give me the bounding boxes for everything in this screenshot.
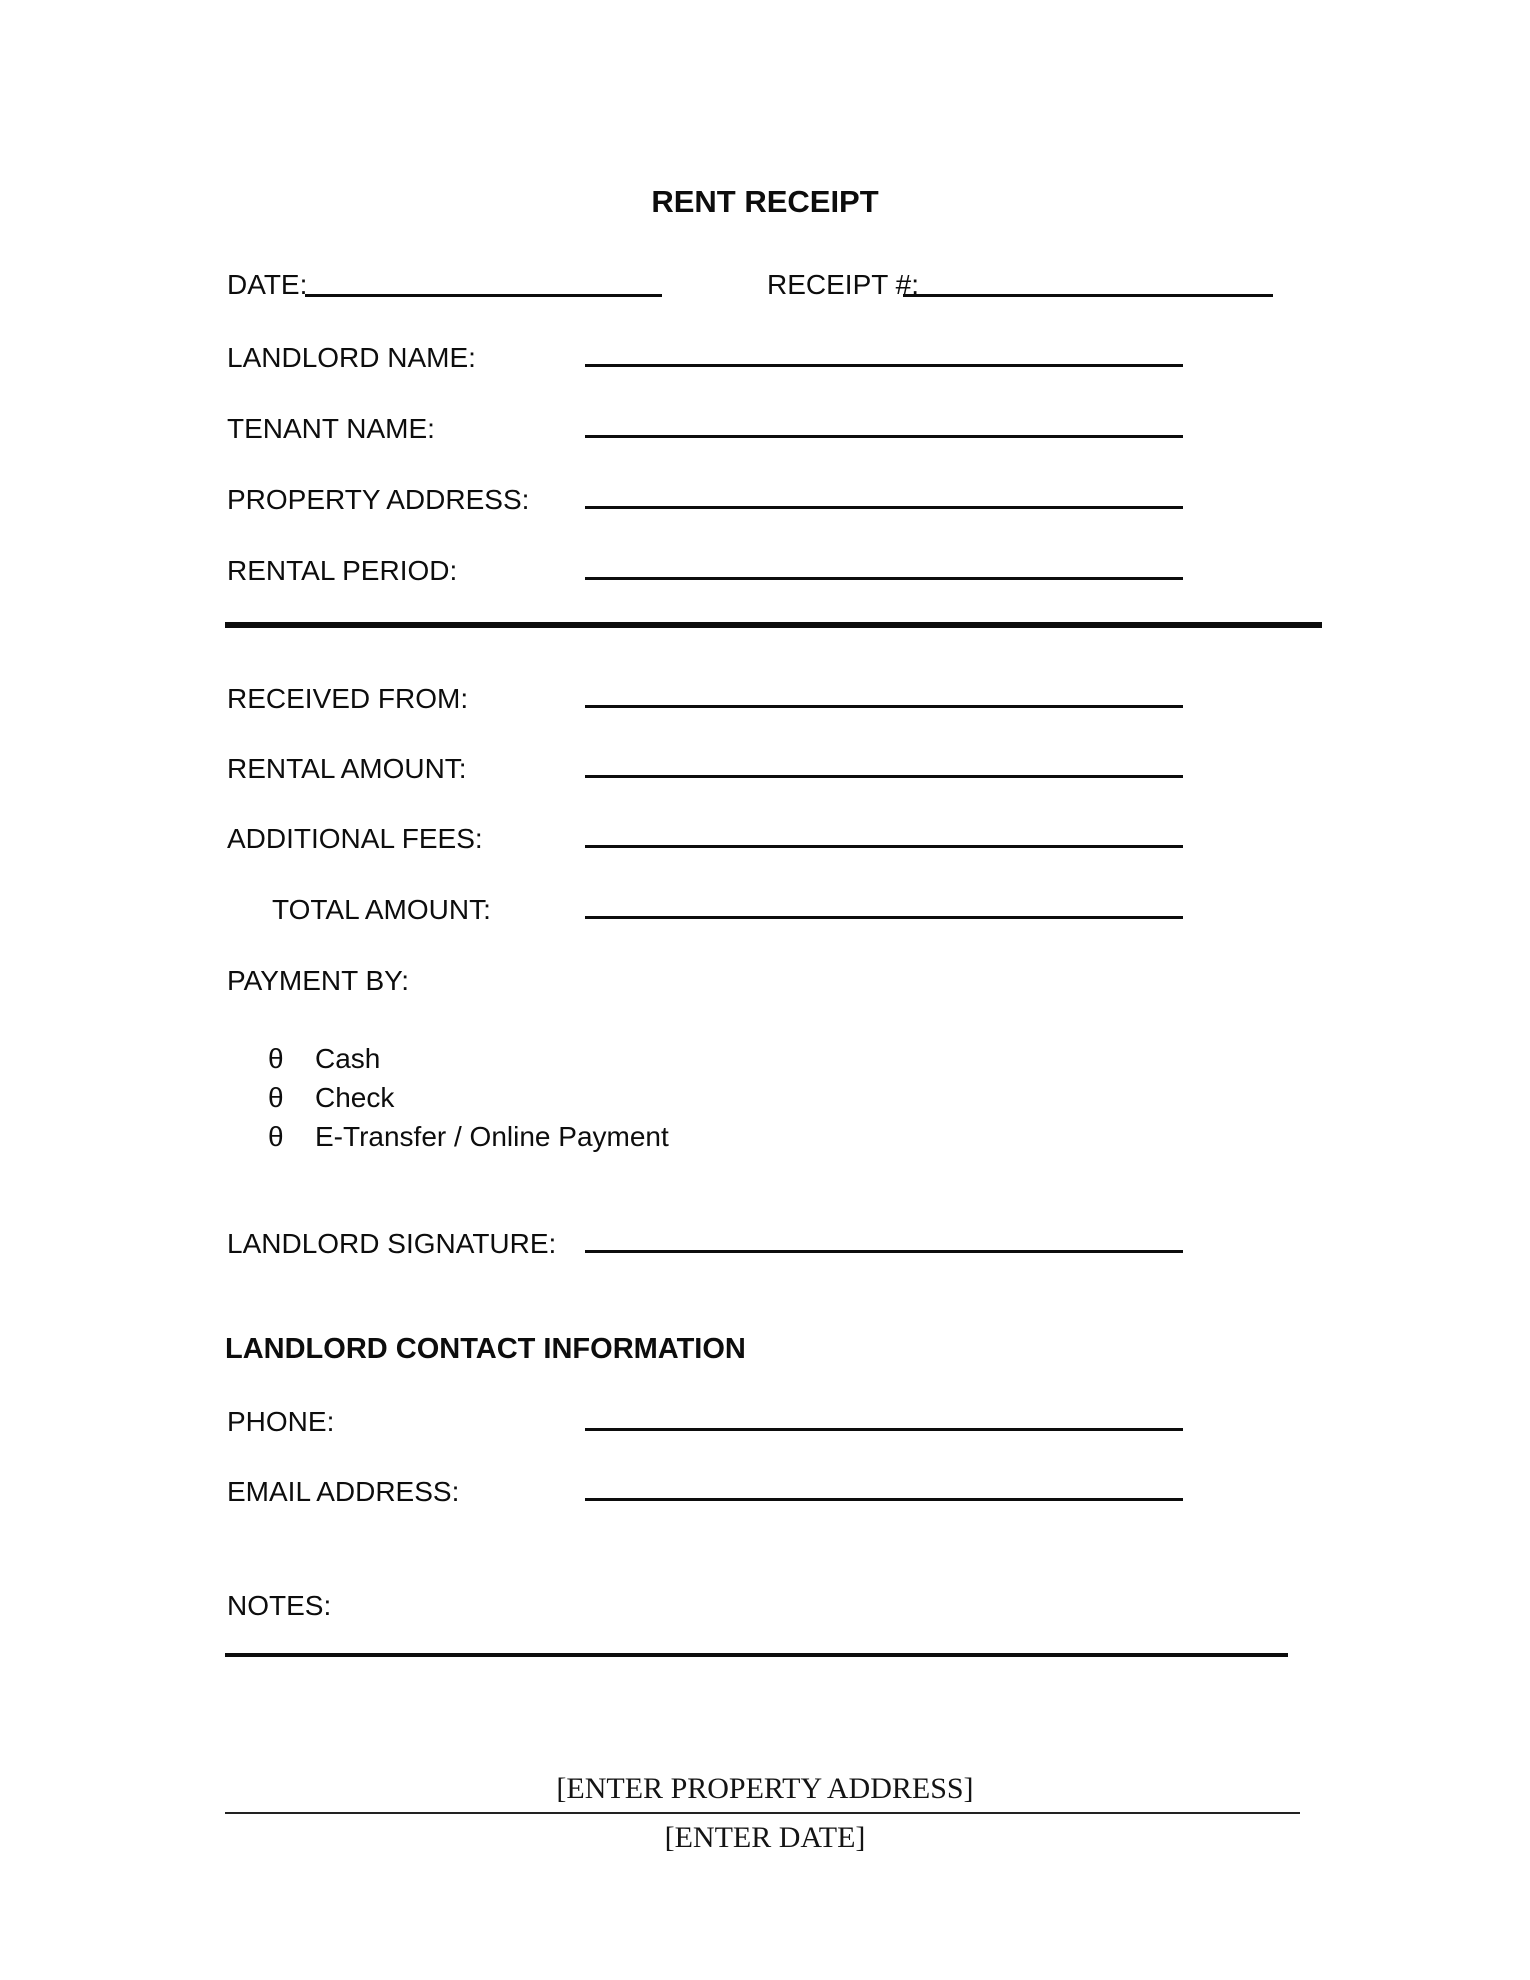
phone-label: PHONE: bbox=[227, 1406, 335, 1437]
landlord-contact-heading: LANDLORD CONTACT INFORMATION bbox=[225, 1333, 746, 1365]
email-address-blank-line bbox=[585, 1498, 1183, 1501]
landlord-signature-label: LANDLORD SIGNATURE: bbox=[227, 1228, 557, 1259]
received-from-label: RECEIVED FROM: bbox=[227, 683, 469, 714]
email-address-label: EMAIL ADDRESS: bbox=[227, 1476, 460, 1507]
checkbox-icon: θ bbox=[268, 1121, 284, 1152]
section-divider bbox=[225, 622, 1322, 628]
payment-option-etransfer: E-Transfer / Online Payment bbox=[315, 1121, 669, 1152]
footer-property-address-placeholder: [ENTER PROPERTY ADDRESS] bbox=[556, 1772, 974, 1805]
notes-blank-line bbox=[225, 1653, 1288, 1657]
additional-fees-blank-line bbox=[585, 845, 1183, 848]
tenant-name-blank-line bbox=[585, 435, 1183, 438]
property-address-blank-line bbox=[585, 506, 1183, 509]
date-label: DATE: bbox=[227, 269, 308, 300]
document-title: RENT RECEIPT bbox=[651, 184, 879, 219]
rental-period-blank-line bbox=[585, 577, 1183, 580]
landlord-name-blank-line bbox=[585, 364, 1183, 367]
payment-by-label: PAYMENT BY: bbox=[227, 965, 410, 996]
payment-option-cash: Cash bbox=[315, 1043, 381, 1074]
landlord-name-label: LANDLORD NAME: bbox=[227, 342, 476, 373]
receipt-number-label: RECEIPT #: bbox=[767, 269, 919, 300]
phone-blank-line bbox=[585, 1428, 1183, 1431]
notes-label: NOTES: bbox=[227, 1590, 332, 1621]
additional-fees-label: ADDITIONAL FEES: bbox=[227, 823, 483, 854]
tenant-name-label: TENANT NAME: bbox=[227, 413, 435, 444]
rental-period-label: RENTAL PERIOD: bbox=[227, 555, 458, 586]
payment-option-check: Check bbox=[315, 1082, 395, 1113]
total-amount-blank-line bbox=[585, 916, 1183, 919]
total-amount-label: TOTAL AMOUNT: bbox=[272, 894, 491, 925]
rental-amount-label: RENTAL AMOUNT: bbox=[227, 753, 467, 784]
rental-amount-blank-line bbox=[585, 775, 1183, 778]
checkbox-icon: θ bbox=[268, 1082, 284, 1113]
property-address-label: PROPERTY ADDRESS: bbox=[227, 484, 530, 515]
footer-date-placeholder: [ENTER DATE] bbox=[664, 1821, 866, 1854]
receipt-number-blank-line bbox=[903, 294, 1273, 297]
checkbox-icon: θ bbox=[268, 1043, 284, 1074]
received-from-blank-line bbox=[585, 705, 1183, 708]
date-blank-line bbox=[305, 294, 662, 297]
footer-divider-line bbox=[225, 1812, 1300, 1814]
landlord-signature-blank-line bbox=[585, 1250, 1183, 1253]
